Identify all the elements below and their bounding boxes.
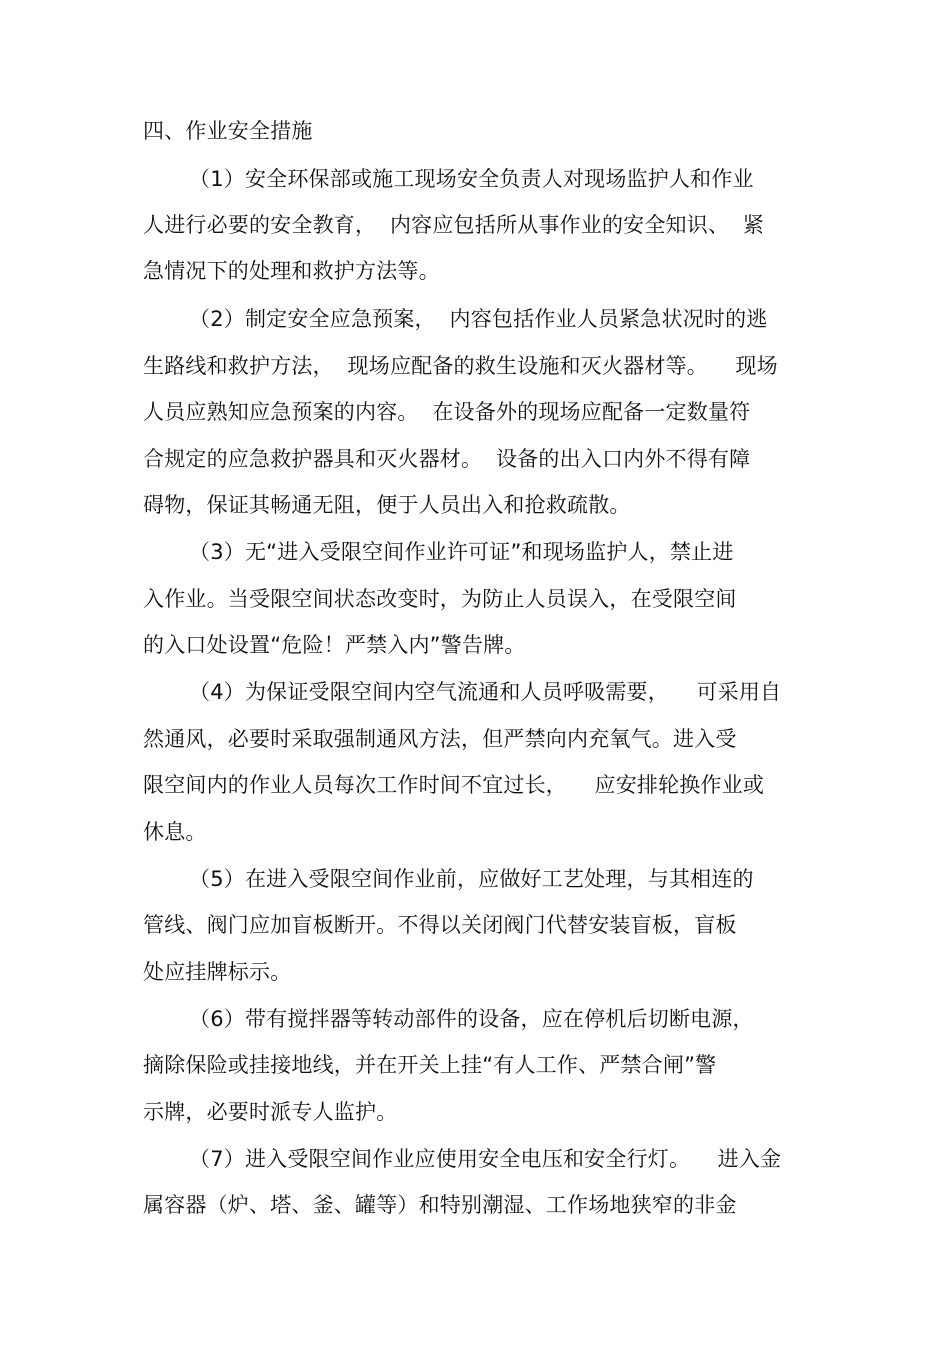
paragraph-line: 限空间内的作业人员每次工作时间不宜过长， 应安排轮换作业或 xyxy=(143,773,765,797)
paragraph-line: 示牌，必要时派专人监护。 xyxy=(143,1100,398,1124)
paragraph-line: 合规定的应急救护器具和灭火器材。 设备的出入口内外不得有障 xyxy=(143,447,751,471)
paragraph-line: 生路线和救护方法， 现场应配备的救生设施和灭火器材等。 现场 xyxy=(143,354,778,378)
paragraph-line: 人进行必要的安全教育， 内容应包括所从事作业的安全知识、 紧 xyxy=(143,213,765,237)
paragraph-line: 处应挂牌标示。 xyxy=(143,960,292,984)
paragraph-line: 急情况下的处理和救护方法等。 xyxy=(143,259,440,283)
paragraph-line: 碍物，保证其畅通无阻，便于人员出入和抢救疏散。 xyxy=(143,493,631,517)
paragraph-line: 然通风，必要时采取强制通风方法，但严禁向内充氧气。进入受 xyxy=(143,727,737,751)
paragraph-line: 人员应熟知应急预案的内容。 在设备外的现场应配备一定数量符 xyxy=(143,400,751,424)
paragraph-line: （6）带有搅拌器等转动部件的设备，应在停机后切断电源， xyxy=(189,1007,754,1031)
paragraph-line: （1）安全环保部或施工现场安全负责人对现场监护人和作业 xyxy=(189,167,754,191)
paragraph-line: 休息。 xyxy=(143,820,207,844)
paragraph-line: 的入口处设置“危险！严禁入内”警告牌。 xyxy=(143,633,526,657)
paragraph-line: （3）无“进入受限空间作业许可证”和现场监护人，禁止进 xyxy=(189,540,734,564)
paragraph-line: 摘除保险或挂接地线，并在开关上挂“有人工作、严禁合闸”警 xyxy=(143,1053,717,1077)
paragraph-line: （7）进入受限空间作业应使用安全电压和安全行灯。 进入金 xyxy=(189,1147,782,1171)
paragraph-line: （4）为保证受限空间内空气流通和人员呼吸需要， 可采用自 xyxy=(189,680,782,704)
paragraph-line: （2）制定安全应急预案， 内容包括作业人员紧急状况时的逃 xyxy=(189,307,768,331)
paragraph-line: 属容器（炉、塔、釜、罐等）和特别潮湿、工作场地狭窄的非金 xyxy=(143,1193,737,1217)
section-heading: 四、作业安全措施 xyxy=(143,119,313,143)
paragraph-line: （5）在进入受限空间作业前，应做好工艺处理，与其相连的 xyxy=(189,867,754,891)
paragraph-line: 入作业。当受限空间状态改变时，为防止人员误入，在受限空间 xyxy=(143,587,737,611)
paragraph-line: 管线、阀门应加盲板断开。不得以关闭阀门代替安装盲板，盲板 xyxy=(143,913,737,937)
